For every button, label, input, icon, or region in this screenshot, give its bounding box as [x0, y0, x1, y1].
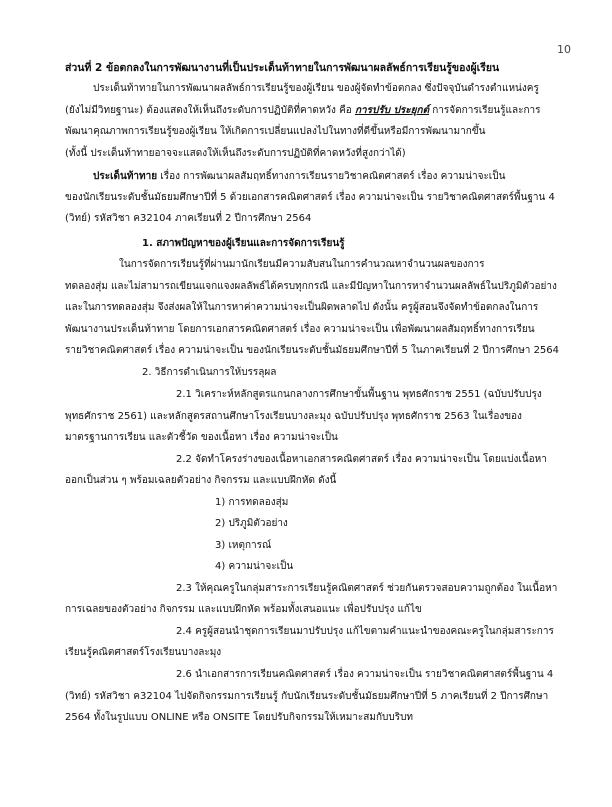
- step-2-4-line-2: เรียนรู้คณิตศาสตร์โรงเรียนบางละมุง: [65, 647, 222, 658]
- problem-line-5: รายวิชาคณิตศาสตร์ เรื่อง ความน่าจะเป็น ของนักเรียนระดับชั้นมัธยมศึกษาปีที่ 5 ในภาคเรียนที่ 2 ปีการศึกษา 2564: [65, 345, 560, 356]
- challenge-line-1: [93, 166, 505, 187]
- content-item: 1) การทดลองสุ่ม: [215, 497, 289, 508]
- intro-text: (ยังไม่มีวิทยฐานะ) ต้องแสดงให้เห็นถึงระดับการปฏิบัติที่คาดหวัง คือ: [65, 105, 355, 116]
- problem-line-4: พัฒนางานประเด็นท้าทาย โดยการเอกสารคณิตศาสตร์ เรื่อง ความน่าจะเป็น เพื่อพัฒนาผลสัมฤทธิ์ทางการเรียน: [65, 324, 535, 335]
- intro-line-3: พัฒนาคุณภาพการเรียนรู้ของผู้เรียน ให้เกิดการเปลี่ยนแปลงไปในทางที่ดีขึ้นหรือมีการพัฒนามากขึ้น: [65, 126, 486, 137]
- content-item: 3) เหตุการณ์: [215, 540, 272, 551]
- intro-line-2: [65, 100, 541, 121]
- section-title: ส่วนที่ 2 ข้อตกลงในการพัฒนางานที่เป็นประเด็นท้าทายในการพัฒนาผลลัพธ์การเรียนรู้ของผู้เรียน: [65, 62, 500, 74]
- challenge-line-3: (วิทย์) รหัสวิชา ค32104 ภาคเรียนที่ 2 ปีการศึกษา 2564: [65, 213, 312, 224]
- step-2-1-line-1: 2.1 วิเคราะห์หลักสูตรแกนกลางการศึกษาขั้นพื้นฐาน พุทธศักราช 2551 (ฉบับปรับปรุง: [176, 389, 542, 400]
- problem-line-2: ทดลองสุ่ม และไม่สามารถเขียนแจกแจงผลลัพธ์ได้ครบทุกกรณี และมีปัญหาในการหาจำนวนผลลัพธ์ในปริภูมิตัวอย่าง: [65, 281, 557, 292]
- step-2-6-line-3: 2564 ทั้งในรูปแบบ ONLINE หรือ ONSITE โดยปรับกิจกรรมให้เหมาะสมกับบริบท: [65, 712, 414, 723]
- step-2-4-line-1: 2.4 ครูผู้สอนนำชุดการเรียนมาปรับปรุง แก้ไขตามคำแนะนำของคณะครูในกลุ่มสาระการ: [176, 626, 554, 637]
- problem-line-1: ในการจัดการเรียนรู้ที่ผ่านมานักเรียนมีความสับสนในการคำนวณหาจำนวนผลของการ: [119, 259, 485, 270]
- challenge-text: เรื่อง การพัฒนาผลสัมฤทธิ์ทางการเรียนรายวิชาคณิตศาสตร์ เรื่อง ความน่าจะเป็น: [157, 171, 506, 182]
- page-number: 10: [557, 43, 571, 56]
- expected-level-emphasis: การปรับ ประยุกต์: [354, 105, 430, 116]
- challenge-line-2: ของนักเรียนระดับชั้นมัธยมศึกษาปีที่ 5 ด้วยเอกสารคณิตศาสตร์ เรื่อง ความน่าจะเป็น รายวิชาคณิตศาสตร์พื้นฐาน 4: [65, 192, 555, 203]
- step-2-3-line-1: 2.3 ให้คุณครูในกลุ่มสาระการเรียนรู้คณิตศาสตร์ ช่วยกันตรวจสอบความถูกต้อง ในเนื้อหา: [176, 583, 558, 594]
- challenge-label: ประเด็นท้าทาย: [93, 171, 158, 182]
- intro-note: (ทั้งนี้ ประเด็นท้าทายอาจจะแสดงให้เห็นถึงระดับการปฏิบัติที่คาดหวังที่สูงกว่าได้): [65, 148, 406, 159]
- intro-line-1: ประเด็นท้าทายในการพัฒนาผลลัพธ์การเรียนรู้ของผู้เรียน ของผู้จัดทำข้อตกลง ซึ่งปัจจุบันดำรงตำแหน่งครู: [93, 83, 539, 94]
- content-item: 2) ปริภูมิตัวอย่าง: [215, 518, 288, 529]
- step-2-1-line-2: พุทธศักราช 2561) และหลักสูตรสถานศึกษาโรงเรียนบางละมุง ฉบับปรับปรุง พุทธศักราช 2563 ในเรื่องของ: [65, 411, 522, 422]
- step-2-3-line-2: การเฉลยของตัวอย่าง กิจกรรม และแบบฝึกหัด พร้อมทั้งเสนอแนะ เพื่อปรับปรุง แก้ไข: [65, 604, 422, 615]
- heading-problem: 1. สภาพปัญหาของผู้เรียนและการจัดการเรียนรู้: [142, 238, 345, 249]
- step-2-1-line-3: มาตรฐานการเรียน และตัวชี้วัด ของเนื้อหา เรื่อง ความน่าจะเป็น: [65, 432, 338, 443]
- step-2-6-line-1: 2.6 นำเอกสารการเรียนคณิตศาสตร์ เรื่อง ความน่าจะเป็น รายวิชาคณิตศาสตร์พื้นฐาน 4: [176, 669, 554, 680]
- step-2-2-line-1: 2.2 จัดทำโครงร่างของเนื้อหาเอกสารคณิตศาสตร์ เรื่อง ความน่าจะเป็น โดยแบ่งเนื้อหา: [176, 454, 547, 465]
- step-2-2-line-2: ออกเป็นส่วน ๆ พร้อมเฉลยตัวอย่าง กิจกรรม และแบบฝึกหัด ดังนี้: [65, 475, 337, 486]
- problem-line-3: และในการทดลองสุ่ม จึงส่งผลให้ในการหาค่าความน่าจะเป็นผิดพลาดไป ดังนั้น ครูผู้สอนจึงจัดทำข้อตกลงในการ: [65, 302, 539, 313]
- step-2-6-line-2: (วิทย์) รหัสวิชา ค32104 ไปจัดกิจกรรมการเรียนรู้ กับนักเรียนระดับชั้นมัธยมศึกษาปีที่ 5 ภาคเรียนที่ 2 ปีการศึกษา: [65, 691, 549, 702]
- intro-text: การจัดการเรียนรู้และการ: [429, 105, 541, 116]
- content-item: 4) ความน่าจะเป็น: [215, 561, 294, 572]
- heading-methods: 2. วิธีการดำเนินการให้บรรลุผล: [142, 367, 277, 378]
